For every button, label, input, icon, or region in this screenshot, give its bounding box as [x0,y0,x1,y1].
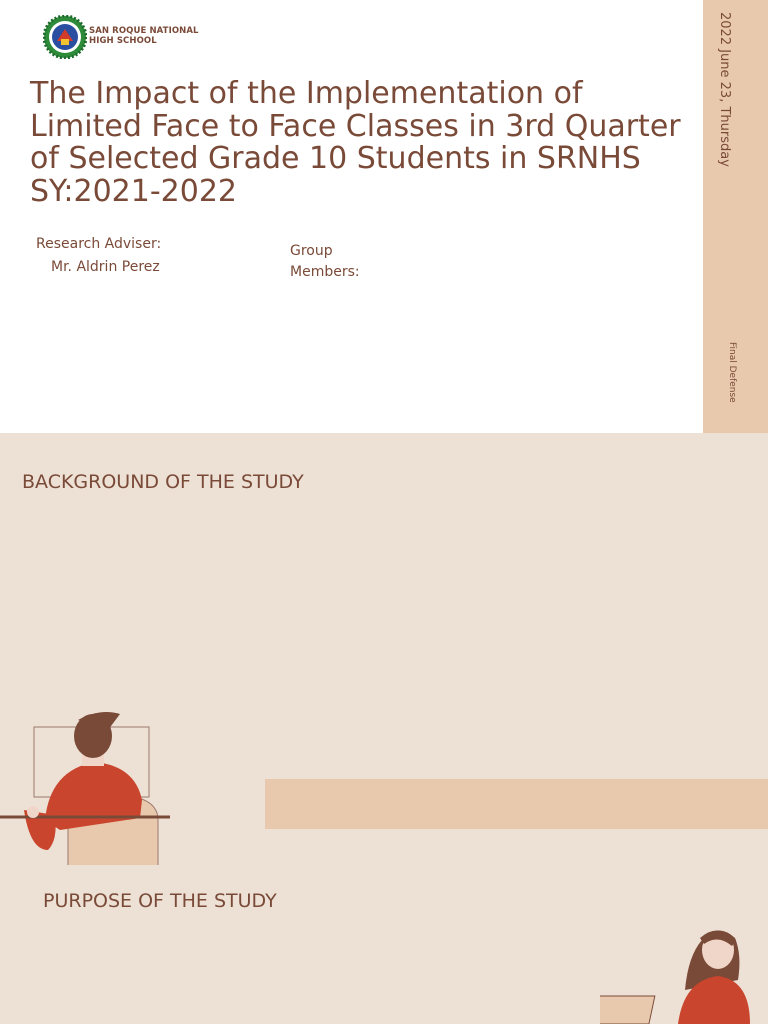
adviser-name: Mr. Aldrin Perez [51,259,160,275]
purpose-heading: PURPOSE OF THE STUDY [43,890,277,912]
group-members-label: Group Members: [290,243,360,280]
date-text: 2022 June 23, Thursday [717,12,732,167]
accent-bar [265,779,768,829]
school-name [89,26,199,46]
person-with-laptop-illustration-icon [600,920,768,1024]
adviser-label: Research Adviser: [36,236,162,252]
title-slide [0,0,768,433]
school-name-line1: SAN ROQUE NATIONAL [89,26,199,36]
school-name-line2: HIGH SCHOOL [89,36,157,46]
final-defense-label: Final Defense [727,342,737,403]
background-heading: BACKGROUND OF THE STUDY [22,471,304,493]
slide-title: The Impact of the Implementation of Limited Face to Face Classes in 3rd Quarter of Selected Grade 10 Students in SRNHS SY:2021-2022 [30,76,681,209]
school-logo-icon [43,15,87,59]
person-at-desk-illustration-icon [0,700,180,870]
